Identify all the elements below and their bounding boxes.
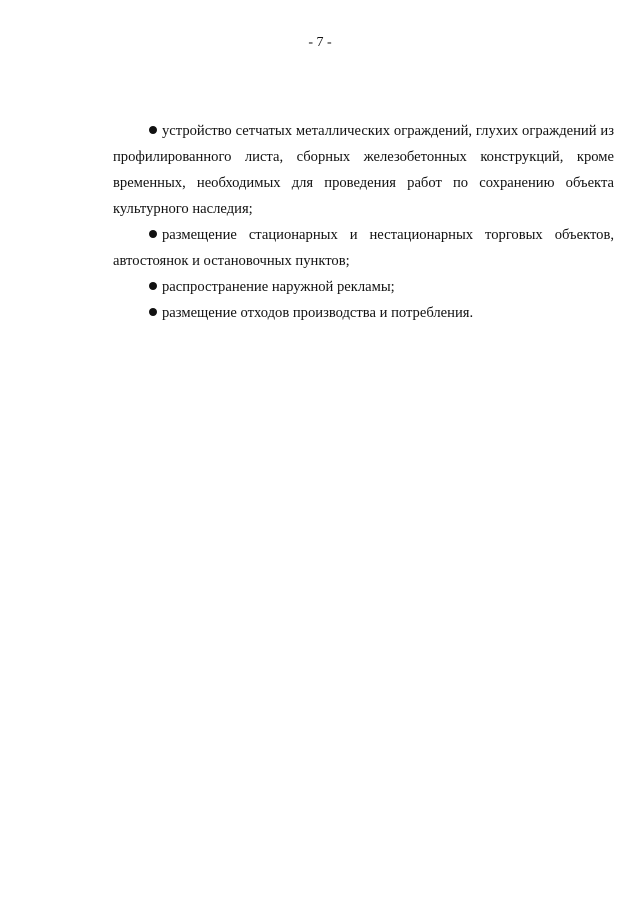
bullet-list (113, 118, 614, 326)
list-item-text: распространение наружной рекламы; (162, 279, 395, 295)
list-item-text: размещение стационарных и нестационарных торговых объектов, автостоянок и остановочных пунктов; (113, 227, 614, 269)
list-item (113, 118, 614, 222)
list-item-text: устройство сетчатых металлических ограждений, глухих ограждений из профилированного листа, сборных железобетонных конструкций, кроме временных, необходимых для проведения работ по сохранению объекта культурного наследия; (113, 123, 614, 217)
bullet-icon (149, 230, 157, 238)
list-item-text: размещение отходов производства и потребления. (162, 305, 474, 321)
list-item (113, 222, 614, 274)
bullet-icon (149, 126, 157, 134)
page-number: - 7 - (308, 35, 332, 50)
list-item (113, 300, 614, 326)
list-item (113, 274, 614, 300)
bullet-icon (149, 308, 157, 316)
bullet-icon (149, 282, 157, 290)
